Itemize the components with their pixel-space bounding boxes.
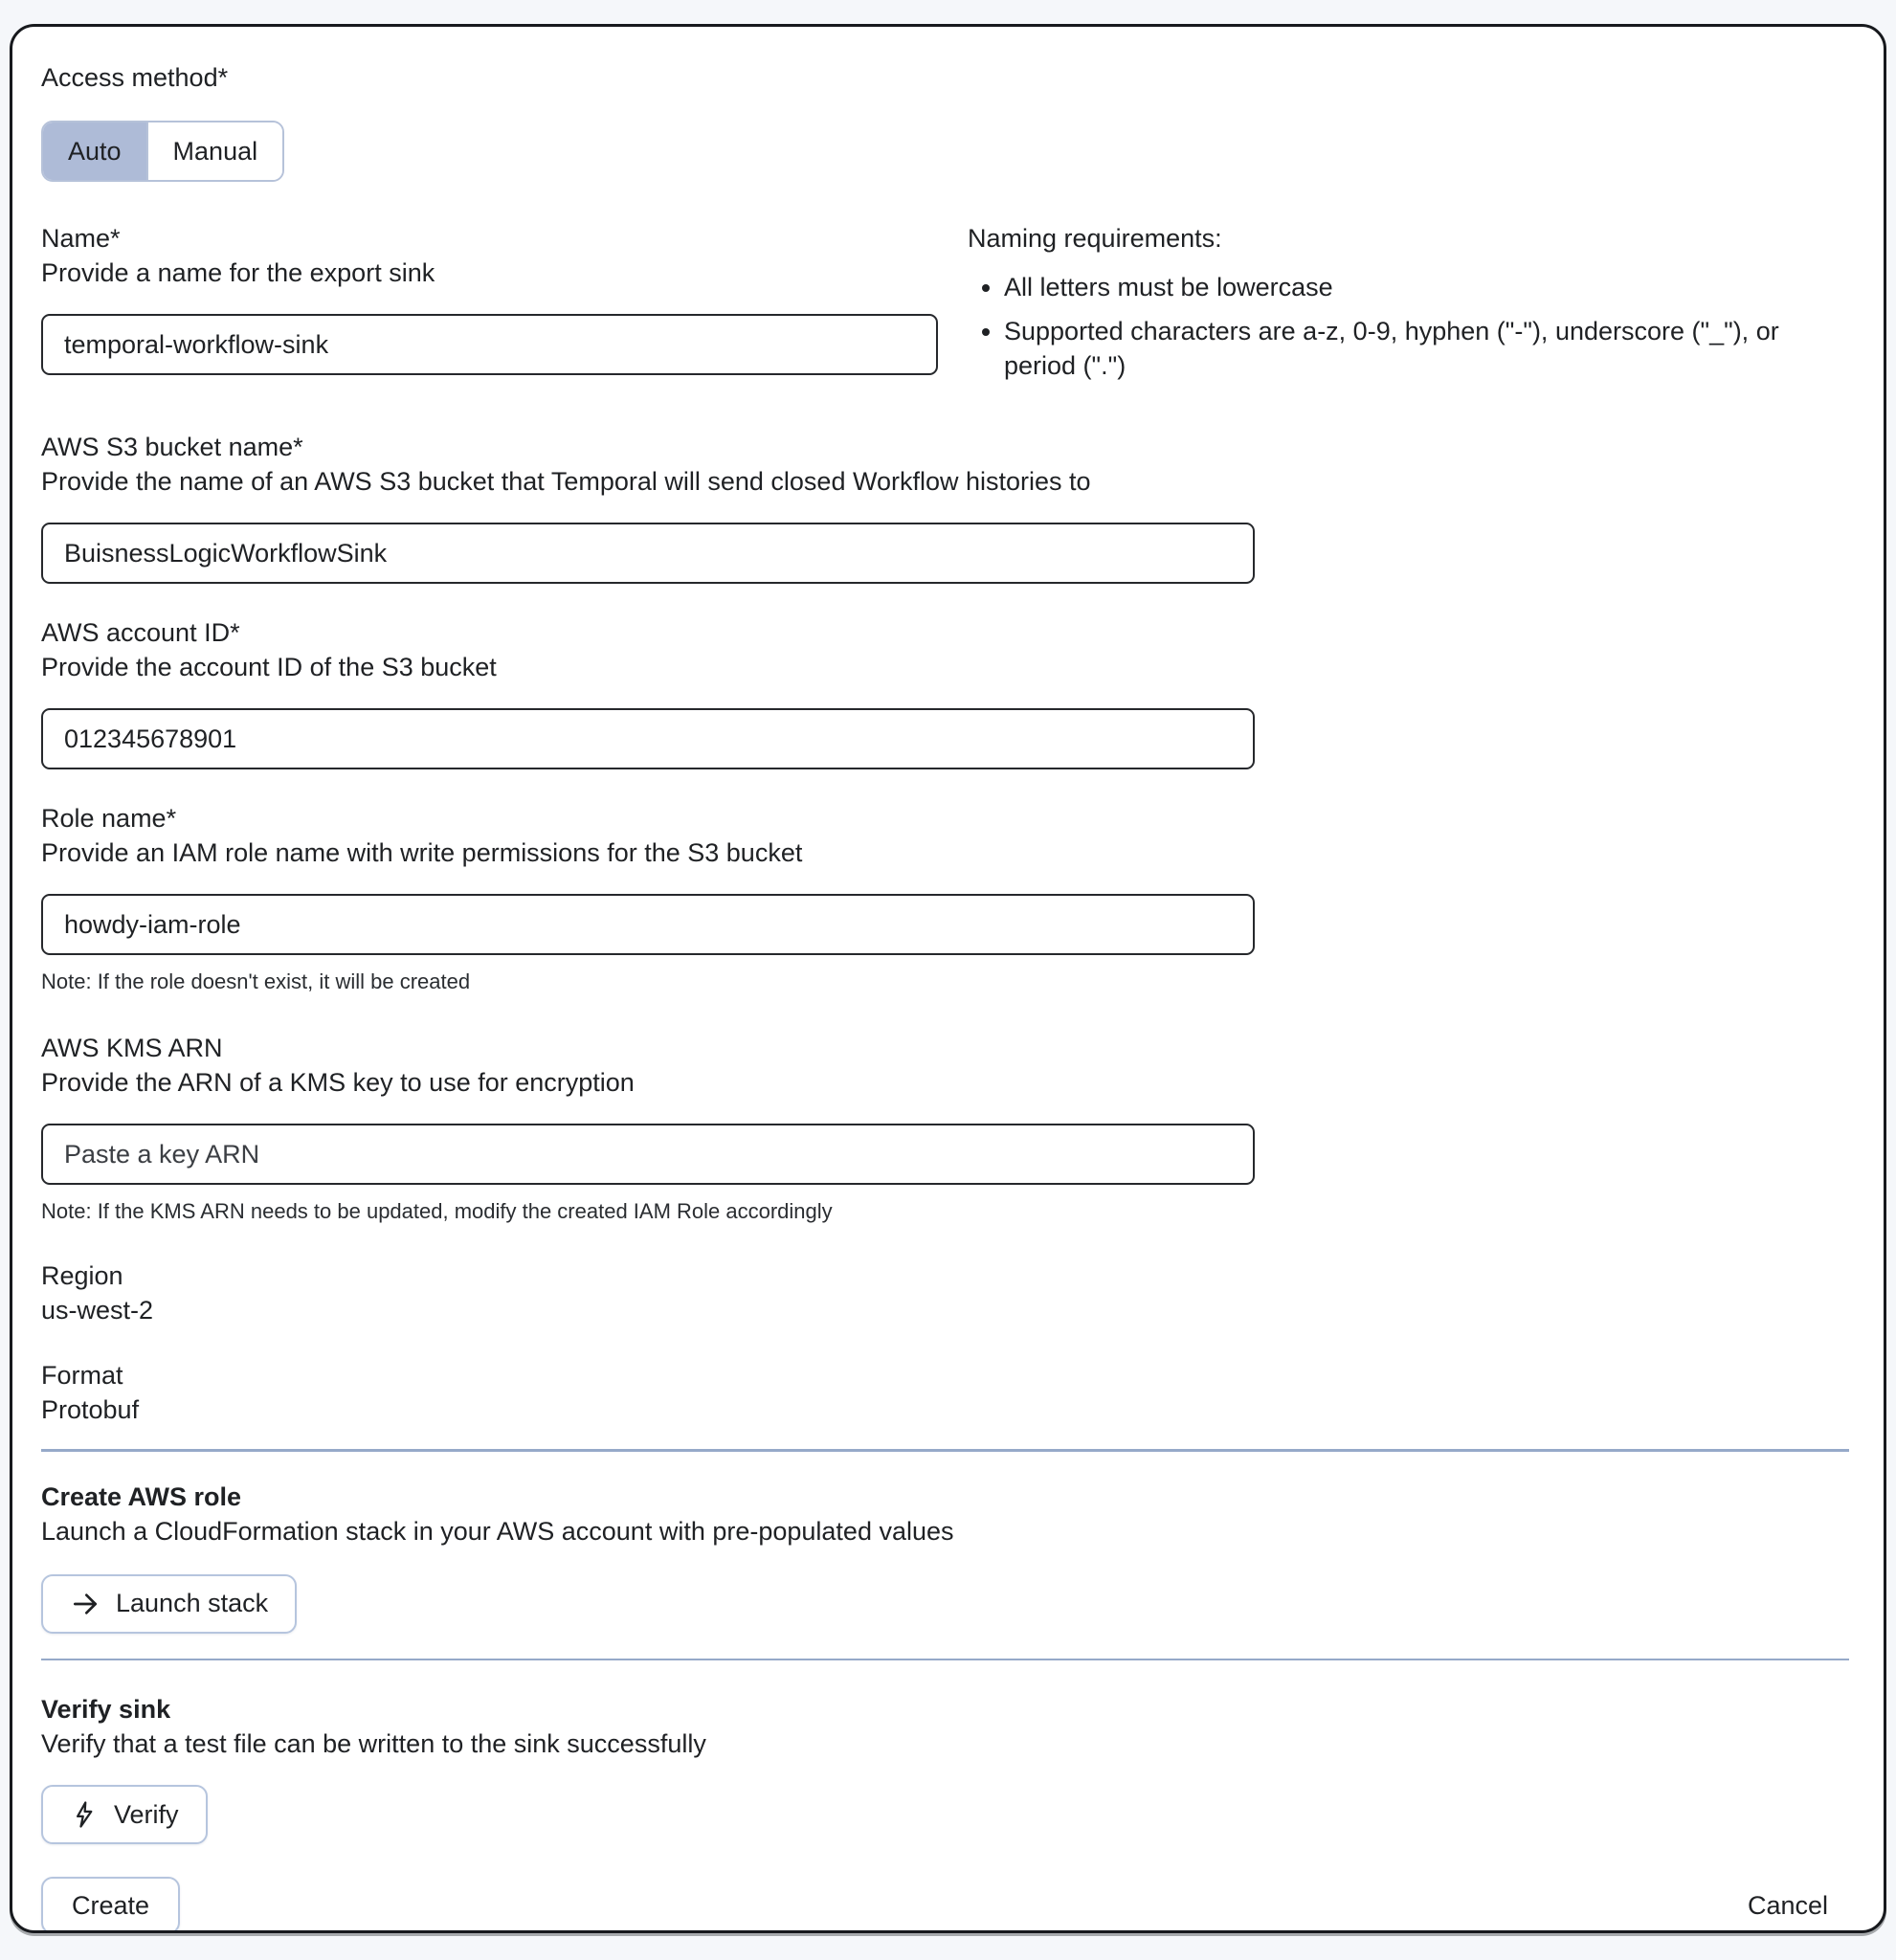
- name-input[interactable]: [41, 314, 938, 375]
- access-method-option-manual[interactable]: Manual: [146, 122, 283, 180]
- s3-bucket-description: Provide the name of an AWS S3 bucket that Temporal will send closed Workflow histories to: [41, 467, 1091, 496]
- cancel-button[interactable]: Cancel: [1747, 1890, 1828, 1920]
- verify-sink-section: [41, 1693, 1849, 1844]
- format-section: [41, 1359, 1849, 1426]
- create-role-title: Create AWS role: [41, 1481, 242, 1511]
- kms-arn-section: [41, 1032, 1849, 1225]
- role-name-input[interactable]: [41, 894, 1255, 955]
- kms-arn-note: Note: If the KMS ARN needs to be updated, modify the created IAM Role accordingly: [41, 1199, 833, 1223]
- s3-bucket-input[interactable]: [41, 523, 1255, 584]
- region-section: [41, 1259, 1849, 1326]
- form-footer: [41, 1877, 1849, 1933]
- role-name-label: Role name*: [41, 804, 177, 833]
- naming-requirements-title: Naming requirements:: [968, 224, 1222, 253]
- access-method-label: Access method*: [41, 63, 229, 92]
- name-label: Name*: [41, 224, 121, 253]
- role-name-description: Provide an IAM role name with write permissions for the S3 bucket: [41, 838, 803, 867]
- account-id-input[interactable]: [41, 708, 1255, 769]
- region-value: us-west-2: [41, 1296, 154, 1325]
- create-button-label: Create: [72, 1890, 150, 1920]
- lightning-bolt-icon: [70, 1800, 99, 1829]
- kms-arn-label: AWS KMS ARN: [41, 1034, 223, 1062]
- naming-requirements-list: [968, 270, 1849, 383]
- name-description: Provide a name for the export sink: [41, 258, 435, 287]
- naming-requirements: [968, 222, 1849, 392]
- launch-stack-button[interactable]: [41, 1574, 297, 1634]
- format-value: Protobuf: [41, 1395, 140, 1424]
- create-role-section: [41, 1481, 1849, 1634]
- role-name-note: Note: If the role doesn't exist, it will be created: [41, 969, 471, 993]
- export-sink-form-card: [10, 24, 1886, 1933]
- arrow-right-icon: [70, 1589, 100, 1619]
- verify-button[interactable]: [41, 1785, 208, 1844]
- access-method-toggle: [41, 121, 284, 182]
- divider: [41, 1449, 1849, 1452]
- create-button[interactable]: [41, 1877, 180, 1933]
- naming-requirement-item: • Supported characters are a-z, 0-9, hyphen ("-"), underscore ("_"), or period ("."): [1004, 314, 1849, 383]
- kms-arn-input[interactable]: [41, 1124, 1255, 1185]
- launch-stack-button-label: Launch stack: [116, 1589, 269, 1617]
- account-id-section: [41, 616, 1849, 769]
- name-row: [41, 222, 1849, 392]
- format-label: Format: [41, 1361, 123, 1390]
- divider: [41, 1659, 1849, 1661]
- account-id-description: Provide the account ID of the S3 bucket: [41, 653, 497, 681]
- s3-bucket-section: [41, 431, 1849, 584]
- s3-bucket-label: AWS S3 bucket name*: [41, 433, 303, 461]
- kms-arn-description: Provide the ARN of a KMS key to use for encryption: [41, 1068, 635, 1097]
- access-method-option-auto[interactable]: Auto: [43, 122, 146, 180]
- create-role-description: Launch a CloudFormation stack in your AWS account with pre-populated values: [41, 1516, 954, 1546]
- account-id-label: AWS account ID*: [41, 618, 240, 647]
- verify-sink-title: Verify sink: [41, 1695, 171, 1724]
- verify-button-label: Verify: [114, 1799, 179, 1829]
- naming-requirement-item: • All letters must be lowercase: [1004, 270, 1849, 304]
- verify-sink-description: Verify that a test file can be written to the sink successfully: [41, 1729, 706, 1758]
- region-label: Region: [41, 1261, 123, 1290]
- role-name-section: [41, 802, 1849, 995]
